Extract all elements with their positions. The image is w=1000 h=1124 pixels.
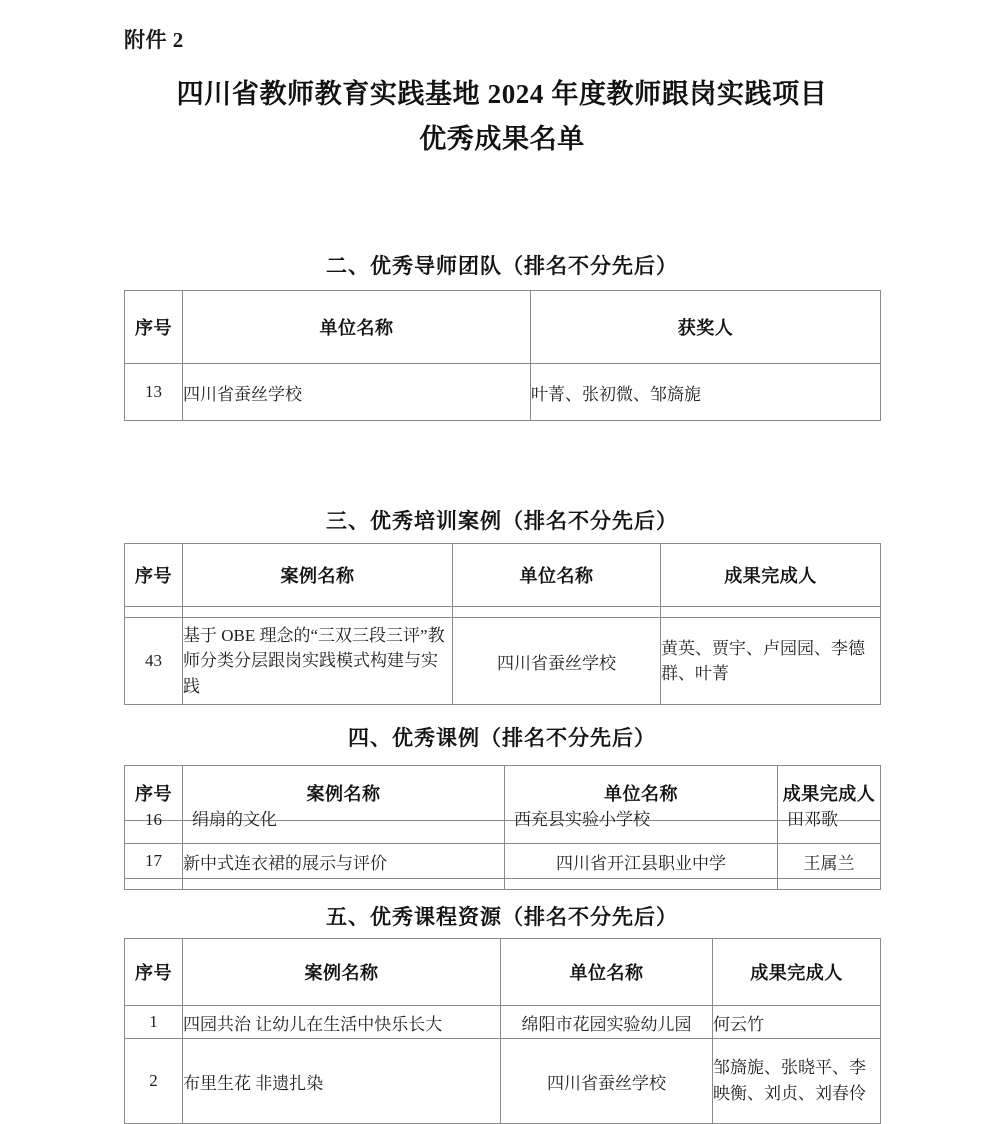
cell-seq: 17 [125, 844, 183, 879]
column-header-awardee: 获奖人 [531, 291, 881, 364]
table-row [125, 1039, 881, 1124]
column-header-contributors: 成果完成人 [713, 939, 881, 1006]
table-row-clipped [125, 821, 881, 844]
section-heading-lesson-examples: 四、优秀课例（排名不分先后） [348, 726, 656, 750]
column-header-contributors: 成果完成人 [661, 544, 881, 607]
cell-seq: 13 [125, 364, 183, 421]
cell-people: 邹旖旎、张晓平、李映衡、刘贞、刘春伶 [713, 1039, 881, 1124]
attachment-label: 附件 2 [124, 28, 184, 52]
column-header-case-name: 案例名称 [183, 766, 505, 821]
cell-case-clipped [183, 607, 453, 618]
table-mentor-teams [124, 290, 881, 421]
table-header-row [125, 291, 881, 364]
cell-seq-clipped [125, 607, 183, 618]
table-row [125, 1006, 881, 1039]
table-row [125, 618, 881, 705]
page-title-line-2: 优秀成果名单 [419, 123, 585, 154]
table-lesson-examples [124, 765, 881, 890]
cell-unit: 四川省蚕丝学校 [183, 364, 531, 421]
column-header-case-name: 案例名称 [183, 544, 453, 607]
column-header-case-name: 案例名称 [183, 939, 501, 1006]
column-header-unit-name: 单位名称 [453, 544, 661, 607]
cell-people: 何云竹 [713, 1006, 881, 1039]
section-heading-training-cases: 三、优秀培训案例（排名不分先后） [326, 509, 678, 533]
cell-seq-trailing [125, 879, 183, 890]
cell-unit-trailing [505, 879, 778, 890]
cell-unit: 四川省开江县职业中学 [505, 844, 778, 879]
table-header-row [125, 544, 881, 607]
column-header-seq: 序号 [125, 291, 183, 364]
cell-unit: 绵阳市花园实验幼儿园 [501, 1006, 713, 1039]
cell-seq: 2 [125, 1039, 183, 1124]
cell-people: 王属兰 [778, 844, 881, 879]
cell-people: 叶菁、张初微、邹旖旎 [531, 364, 881, 421]
cell-unit: 四川省蚕丝学校 [453, 618, 661, 705]
table-row-clipped [125, 607, 881, 618]
table-training-cases [124, 543, 881, 705]
cell-unit-clipped [453, 607, 661, 618]
cell-people-clipped [778, 810, 881, 844]
cell-case: 四园共治 让幼儿在生活中快乐长大 [183, 1006, 501, 1039]
cell-case-clipped-text: 绢扇的文化 [192, 810, 277, 829]
column-header-seq: 序号 [125, 939, 183, 1006]
cell-case-trailing [183, 879, 505, 890]
table-header-row [125, 939, 881, 1006]
table-row-trailing-clipped [125, 879, 881, 890]
cell-people-clipped [661, 607, 881, 618]
page-title [124, 72, 880, 161]
cell-case: 新中式连衣裙的展示与评价 [183, 844, 505, 879]
column-header-seq: 序号 [125, 766, 183, 821]
cell-people-trailing [778, 879, 881, 890]
table-row [125, 844, 881, 879]
page-title-line-1: 四川省教师教育实践基地 2024 年度教师跟岗实践项目 [176, 79, 828, 109]
section-heading-course-resources: 五、优秀课程资源（排名不分先后） [326, 905, 678, 929]
cell-seq-clipped [125, 810, 183, 844]
column-header-contributors: 成果完成人 [778, 766, 881, 821]
cell-seq: 1 [125, 1006, 183, 1039]
cell-people-clipped-text: 田邓歌 [787, 810, 838, 829]
cell-case: 布里生花 非遗扎染 [183, 1039, 501, 1124]
table-row [125, 364, 881, 421]
cell-unit-clipped [505, 810, 778, 844]
cell-seq-clipped-text: 16 [145, 810, 162, 829]
cell-case: 基于 OBE 理念的“三双三段三评”教师分类分层跟岗实践模式构建与实践 [183, 618, 453, 705]
table-course-resources [124, 938, 881, 1124]
cell-people: 黄英、贾宇、卢园园、李德群、叶菁 [661, 618, 881, 705]
cell-unit-clipped-text: 西充县实验小学校 [514, 810, 650, 829]
column-header-unit-name: 单位名称 [501, 939, 713, 1006]
section-heading-mentor-teams: 二、优秀导师团队（排名不分先后） [326, 254, 678, 278]
cell-seq: 43 [125, 618, 183, 705]
column-header-seq: 序号 [125, 544, 183, 607]
cell-unit: 四川省蚕丝学校 [501, 1039, 713, 1124]
cell-case-clipped [183, 810, 505, 844]
column-header-unit-name: 单位名称 [183, 291, 531, 364]
column-header-unit-name: 单位名称 [505, 766, 778, 821]
